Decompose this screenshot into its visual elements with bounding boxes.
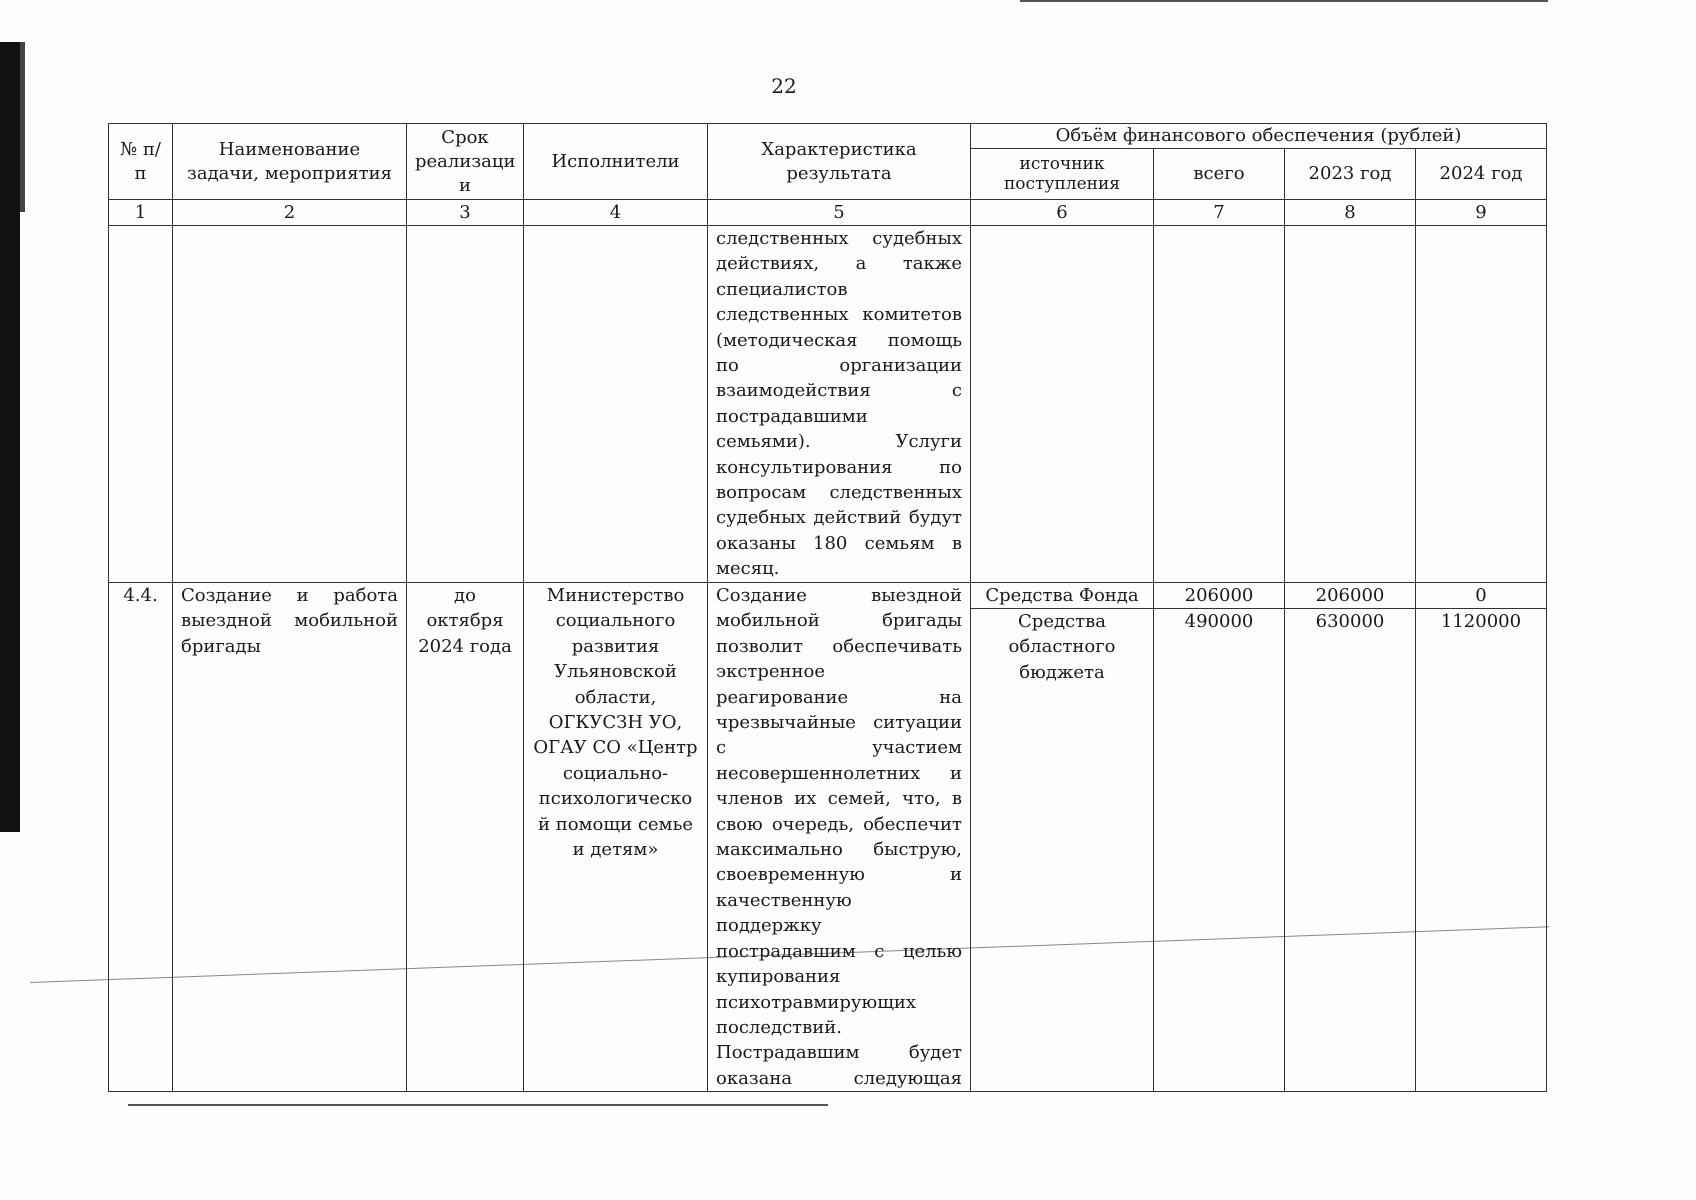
cell-source: [971, 583, 1154, 1092]
page-number: 22: [771, 74, 797, 98]
cell-num: [109, 226, 173, 583]
cell-2024: [1416, 226, 1547, 583]
cell-result: Создание выездной мобильной бригады позволит обеспечивать экстренное реагирование на чрезвычайные ситуации с участием несовершеннолетних и членов их семей, что, в свою очередь, обеспечит максимально быструю, своевременную и качественную поддержку пострадавшим с целью купирования психотравмирующих последствий. Пострадавшим будет оказана следующая: [708, 583, 971, 1092]
header-2024: 2024 год: [1416, 149, 1547, 200]
cell-term: до октября 2024 года: [407, 583, 524, 1092]
cell-2024: [1416, 583, 1547, 1092]
cell-executors: Министерство социального развития Ульяновской области, ОГКУСЗН УО, ОГАУ СО «Центр социально-психологическо й помощи семье и детям»: [524, 583, 708, 1092]
table-row-continuation: [109, 226, 1547, 583]
column-index: 2: [173, 200, 407, 226]
funding-total-regional: 490000: [1184, 611, 1254, 632]
cell-name: Создание и работа выездной мобильной бригады: [173, 583, 407, 1092]
header-source: источник поступления: [971, 149, 1154, 200]
cell-num: 4.4.: [109, 583, 173, 1092]
column-index: 8: [1285, 200, 1416, 226]
header-total: всего: [1154, 149, 1285, 200]
funding-2024-regional: 1120000: [1440, 611, 1522, 632]
header-num: № п/п: [109, 124, 173, 200]
header-executors: Исполнители: [524, 124, 708, 200]
funding-2023-regional: 630000: [1315, 611, 1385, 632]
cell-source: [971, 226, 1154, 583]
header-funding-group: Объём финансового обеспечения (рублей): [971, 124, 1547, 149]
cell-total: [1154, 226, 1285, 583]
cell-result-continuation: следственных судебных действиях, а также специалистов следственных комитетов (методическая помощь по организации взаимодействия с пострадавшими семьями). Услуги консультирования по вопросам следственных судебных действий будут оказаны 180 семьям в месяц.: [708, 226, 971, 583]
column-index-row: [109, 200, 1547, 226]
cell-total: [1154, 583, 1285, 1092]
scan-top-rule: [1020, 0, 1548, 2]
cell-term: [407, 226, 524, 583]
funding-table: [108, 123, 1547, 1092]
column-index: 1: [109, 200, 173, 226]
funding-2024-fund: 0: [1416, 583, 1546, 609]
funding-total-fund: 206000: [1154, 583, 1284, 609]
column-index: 5: [708, 200, 971, 226]
cell-executors: [524, 226, 708, 583]
funding-source-fund: Средства Фонда: [971, 583, 1153, 609]
table-row-4-4: [109, 583, 1547, 1092]
funding-source-regional: Средства областного бюджета: [1008, 611, 1116, 683]
column-index: 3: [407, 200, 524, 226]
header-2023: 2023 год: [1285, 149, 1416, 200]
header-term: Срок реализаци и: [407, 124, 524, 200]
column-index: 7: [1154, 200, 1285, 226]
cell-name: [173, 226, 407, 583]
header-result: Характеристика результата: [708, 124, 971, 200]
header-name: Наименование задачи, мероприятия: [173, 124, 407, 200]
column-index: 4: [524, 200, 708, 226]
column-index: 9: [1416, 200, 1547, 226]
scan-bottom-rule: [128, 1104, 828, 1106]
scan-edge-shadow-inner: [20, 42, 25, 212]
scan-edge-shadow: [0, 42, 20, 832]
cell-2023: [1285, 226, 1416, 583]
funding-2023-fund: 206000: [1285, 583, 1415, 609]
column-index: 6: [971, 200, 1154, 226]
cell-2023: [1285, 583, 1416, 1092]
